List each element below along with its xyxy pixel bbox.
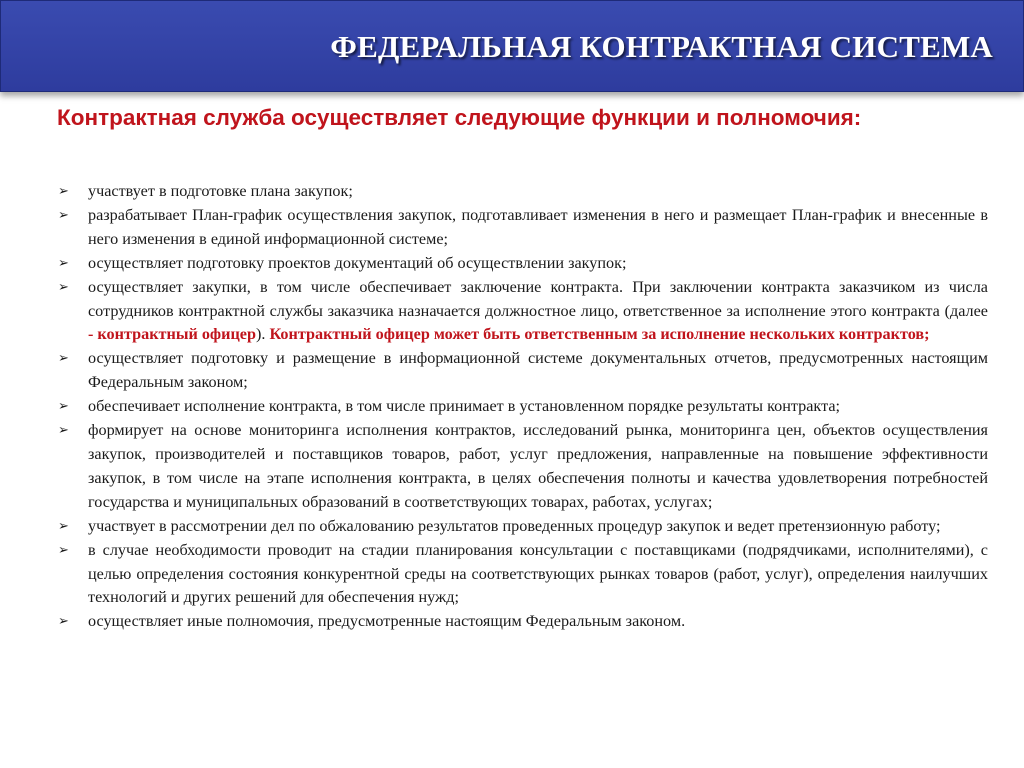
list-item [58,347,988,395]
arrow-bullet-icon: ➢ [58,542,69,558]
list-item [58,180,988,204]
arrow-bullet-icon: ➢ [58,279,69,295]
slide-header [0,0,1024,100]
slide-subtitle: Контрактная служба осуществляет следующие функции и полномочия: [57,105,862,130]
list-item-text: участвует в рассмотрении дел по обжалованию результатов проведенных процедур закупок и ведет претензионную работу; [88,516,941,535]
list-item-text: осуществляет подготовку проектов документаций об осуществлении закупок; [88,253,627,272]
list-item [58,395,988,419]
list-item-text: осуществляет подготовку и размещение в информационной системе документальных отчетов, предусмотренных настоящим Федеральным законом; [88,349,988,392]
list-item-text: осуществляет иные полномочия, предусмотренные настоящим Федеральным законом. [88,612,686,631]
list-item [58,419,988,515]
arrow-bullet-icon: ➢ [58,518,69,534]
list-item-text: формирует на основе мониторинга исполнения контрактов, исследований рынка, мониторинга цен, объектов осуществления закупок, производителей и поставщиков товаров, работ, услуг предложения, направленные на повышение эффективности закупок, в том числе на этапе исполнения контракта, в целях обеспечения полноты и качества удовлетворения потребностей государства и муниципальных образований в соответствующих товарах, работах, услугах; [88,421,988,511]
list-item [58,204,988,252]
list-item-text: ). [255,325,270,344]
arrow-bullet-icon: ➢ [58,399,69,415]
list-item-text: осуществляет закупки, в том числе обеспечивает заключение контракта. При заключении контракта заказчиком из числа сотрудников контрактной службы заказчика назначается должностное лицо, ответственное за исполнение этого контракта (далее [88,277,988,320]
list-item [58,610,988,634]
list-item-text: разрабатывает План-график осуществления закупок, подготавливает изменения в него и размещает План-график и внесенные в него изменения в единой информационной системе; [88,205,988,248]
arrow-bullet-icon: ➢ [58,184,69,199]
contract-officer-term: - контрактный офицер [88,325,256,344]
list-item [58,276,988,348]
list-item-text: участвует в подготовке плана закупок; [88,182,353,200]
arrow-bullet-icon: ➢ [58,614,69,630]
list-item-text: обеспечивает исполнение контракта, в том числе принимает в установленном порядке результаты контракта; [88,397,841,416]
title-banner [0,0,1024,92]
arrow-bullet-icon: ➢ [58,351,69,367]
contract-officer-note: Контрактный офицер может быть ответственным за исполнение нескольких контрактов; [269,325,930,344]
slide-title: ФЕДЕРАЛЬНАЯ КОНТРАКТНАЯ СИСТЕМА [330,29,993,64]
functions-list [58,180,988,634]
list-item [58,252,988,276]
list-item [58,515,988,539]
arrow-bullet-icon: ➢ [58,255,69,271]
list-item [58,539,988,611]
arrow-bullet-icon: ➢ [58,207,69,223]
list-item-text: в случае необходимости проводит на стадии планирования консультации с поставщиками (подрядчиками, исполнителями), с целью определения состояния конкурентной среды на соответствующих рынках товаров (работ, услуг), определения наилучших технологий и других решений для обеспечения нужд; [88,540,988,607]
arrow-bullet-icon: ➢ [58,423,69,439]
